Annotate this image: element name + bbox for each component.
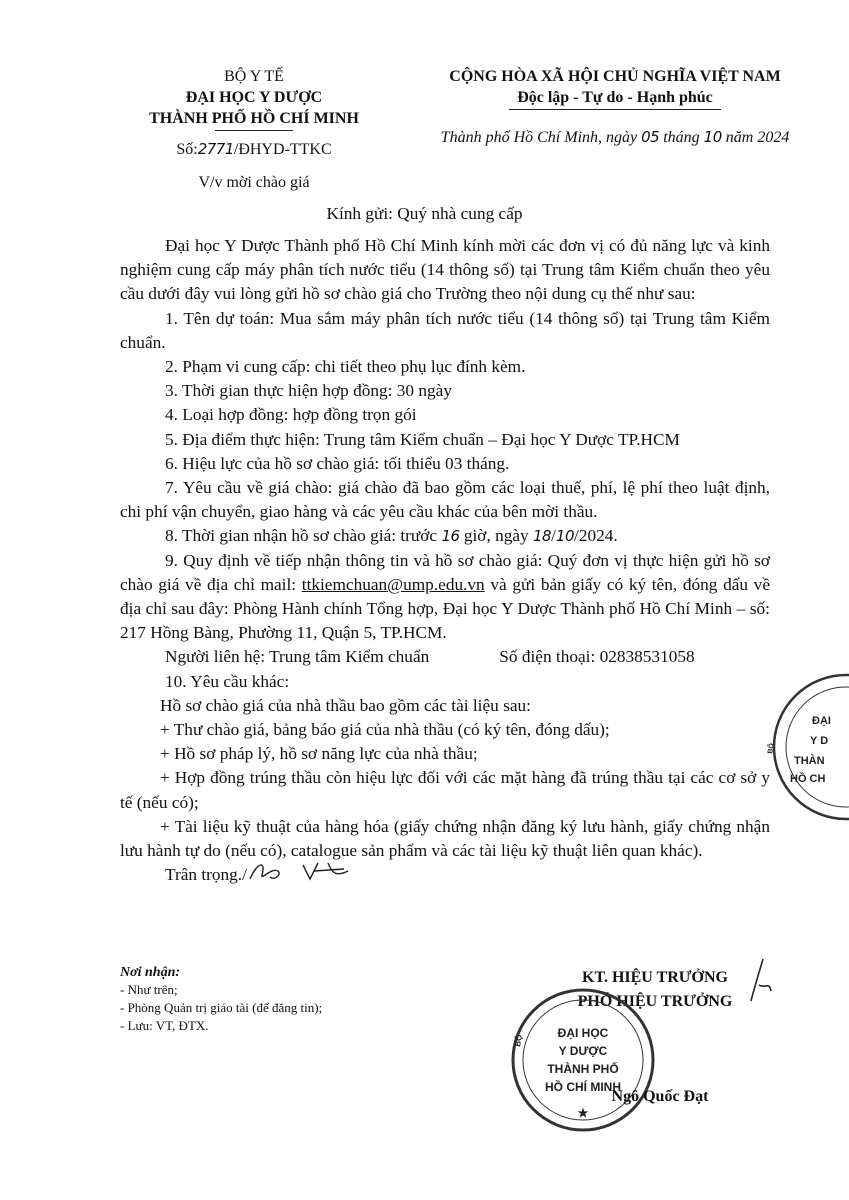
item-7: 7. Yêu cầu về giá chào: giá chào đã bao gồm các loại thuế, phí, lệ phí theo luật định, chi phí vận chuyển, giao hàng và các yêu cầu khác của bên mời thầu. — [120, 478, 770, 522]
svg-text:BỘ: BỘ — [513, 1033, 525, 1048]
university-name-line2: THÀNH PHỐ HỒ CHÍ MINH — [149, 110, 359, 127]
national-motto: Độc lập - Tự do - Hạnh phúc — [517, 89, 713, 106]
document-subject: V/v mời chào giá — [198, 174, 310, 191]
letter-body — [120, 234, 770, 887]
contact-line — [120, 645, 770, 669]
ministry-name: BỘ Y TẾ — [224, 68, 284, 85]
initials-signature-icon — [248, 857, 358, 885]
svg-text:THÀN: THÀN — [794, 755, 825, 767]
signature-title-line1: KT. HIỆU TRƯỞNG — [582, 969, 728, 986]
svg-text:THÀNH PHỐ: THÀNH PHỐ — [547, 1062, 619, 1076]
signature-title-line2: PHÓ HIỆU TRƯỞNG — [577, 993, 733, 1010]
item-5: 5. Địa điểm thực hiện: Trung tâm Kiểm chuẩn – Đại học Y Dược TP.HCM — [165, 429, 680, 449]
university-name-line1: ĐẠI HỌC Y DƯỢC — [185, 89, 323, 106]
recipient-item: - Như trên; — [120, 982, 178, 997]
item-10-a: + Thư chào giá, bảng báo giá của nhà thầu (có ký tên, đóng dấu); — [160, 720, 610, 740]
item-9: 9. Quy định về tiếp nhận thông tin và hồ sơ chào giá: Quý đơn vị thực hiện gửi hồ sơ chào giá về địa chỉ mail: ttkiemchuan@ump.edu.vn và gửi bản giấy có ký tên, đóng dấu về địa chỉ sau đây: Phòng Hành chính Tổng hợp, Đại học Y Dược Thành phố Hồ Chí Minh – số: 217 Hồng Bàng, Phường 11, Quận 5, TP.HCM. — [120, 550, 770, 643]
motto-underline — [509, 109, 721, 110]
issue-date: Thành phố Hồ Chí Minh, ngày 05 tháng 10 năm 2024 — [440, 128, 790, 146]
contact-person: Người liên hệ: Trung tâm Kiểm chuẩn — [165, 647, 430, 667]
partial-seal-right-edge — [750, 672, 849, 822]
handwritten-hour: 16 — [441, 527, 460, 546]
handwritten-day: 18 — [533, 527, 552, 546]
item-2: 2. Phạm vi cung cấp: chi tiết theo phụ lục đính kèm. — [165, 357, 526, 377]
item-6: 6. Hiệu lực của hồ sơ chào giá: tối thiểu 03 tháng. — [165, 453, 510, 473]
item-4: 4. Loại hợp đồng: hợp đồng trọn gói — [165, 405, 417, 425]
item-10: 10. Yêu cầu khác: — [165, 671, 290, 691]
item-10-b: + Hồ sơ pháp lý, hồ sơ năng lực của nhà thầu; — [160, 744, 478, 764]
signatory-name: Ngô Quốc Đạt — [611, 1088, 709, 1105]
svg-text:ĐẠI: ĐẠI — [812, 715, 831, 727]
university-seal — [508, 985, 658, 1135]
handwritten-doc-number: 2771 — [197, 140, 234, 158]
recipients-block — [120, 965, 400, 1035]
svg-text:BỘ: BỘ — [767, 742, 776, 755]
svg-text:★: ★ — [577, 1106, 589, 1120]
item-3: 3. Thời gian thực hiện hợp đồng: 30 ngày — [165, 381, 452, 401]
salutation: Kính gửi: Quý nhà cung cấp — [326, 204, 523, 223]
left-header — [120, 66, 388, 193]
svg-text:HỒ CHÍ MINH: HỒ CHÍ MINH — [545, 1080, 621, 1094]
svg-text:ĐẠI HỌC: ĐẠI HỌC — [557, 1026, 609, 1040]
document-number: Số:2771/ĐHYD-TTKC — [176, 140, 332, 158]
svg-text:Y DƯỢC: Y DƯỢC — [558, 1044, 608, 1058]
svg-text:HỒ CH: HỒ CH — [790, 773, 826, 785]
contact-phone: Số điện thoại: 02838531058 — [499, 647, 695, 667]
handwritten-month: 10 — [555, 527, 575, 546]
country-name: CỘNG HÒA XÃ HỘI CHỦ NGHĨA VIỆT NAM — [449, 68, 781, 85]
recipient-item: - Lưu: VT, ĐTX. — [120, 1018, 209, 1033]
intro-paragraph: Đại học Y Dược Thành phố Hồ Chí Minh kính mời các đơn vị có đủ năng lực và kinh nghiệm cung cấp máy phân tích nước tiểu (14 thông số) tại Trung tâm Kiểm chuẩn theo yêu cầu dưới đây vui lòng gửi hồ sơ chào giá cho Trường theo nội dung cụ thể như sau: — [120, 236, 770, 304]
item-10-d: + Tài liệu kỹ thuật của hàng hóa (giấy chứng nhận đăng ký lưu hành, giấy chứng nhận lưu hành tự do (nếu có), catalogue sản phẩm và các tài liệu kỹ thuật liên quan khác). — [120, 816, 770, 861]
signature-stroke-icon — [745, 955, 775, 1005]
item-10-c: + Hợp đồng trúng thầu còn hiệu lực đối với các mặt hàng đã trúng thầu tại các cơ sở y tế (nếu có); — [120, 768, 770, 812]
closing: Trân trọng./ — [120, 863, 770, 887]
right-header — [430, 66, 800, 110]
item-1: 1. Tên dự toán: Mua sắm máy phân tích nước tiểu (14 thông số) tại Trung tâm Kiểm chuẩn. — [120, 308, 770, 352]
item-8: 8. Thời gian nhận hồ sơ chào giá: trước 16 giờ, ngày 18/10/2024. — [165, 526, 618, 546]
recipient-item: - Phòng Quản trị giáo tài (để đăng tin); — [120, 1000, 323, 1015]
contact-email-link[interactable]: ttkiemchuan@ump.edu.vn — [301, 574, 485, 594]
item-10-intro: Hồ sơ chào giá của nhà thầu bao gồm các tài liệu sau: — [160, 695, 531, 715]
recipients-title: Nơi nhận: — [120, 965, 181, 980]
svg-text:Y D: Y D — [810, 735, 829, 747]
header-underline — [215, 130, 293, 131]
